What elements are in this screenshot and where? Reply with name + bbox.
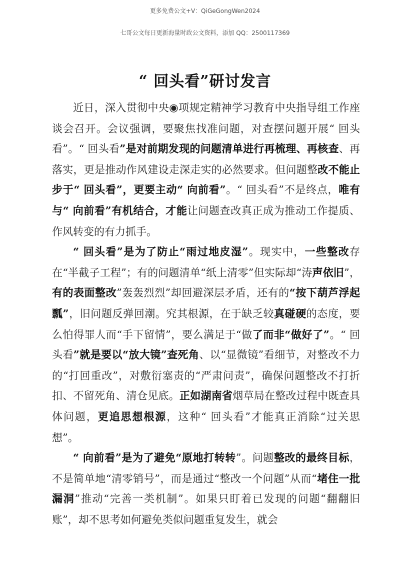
bold-text-run: 了而非“做好了” — [252, 328, 330, 341]
bold-text-run: 正如湖南省 — [179, 390, 233, 403]
text-run: ，这种“ 回头看”才能真正消除“过关思想”。 — [52, 410, 360, 444]
text-run: ”。问题 — [235, 452, 274, 465]
bold-text-run: 整改的最终目标 — [273, 452, 350, 465]
text-run: 近日，深入贯彻中央◉项规定精神学习教育中央指导组工作座谈会召开。会议强调，要聚焦找准问题，对查摆问题开展“ 回头看”。“ 回头看 — [52, 102, 360, 156]
bold-text-run: 真碰硬 — [274, 307, 307, 320]
bold-text-run: 更追思想根源 — [97, 410, 167, 423]
text-run: 的态度，要么怕得罪人而“手下留情”，要么满足于“做 — [52, 307, 361, 341]
text-run: 让问题查改真正成为推动工作提质、作风转变的有力抓手。 — [52, 204, 361, 238]
text-run: 。“ 回头看”不是终点， — [225, 184, 339, 197]
bold-text-run: “按下葫芦浮起瓢” — [52, 287, 360, 320]
text-run: ，不是简单地“清零销号”，而是通过“整改一个问题”从而“ — [52, 452, 360, 485]
bold-text-run: “ 向前看”是为了避免“原地打转转 — [73, 452, 236, 465]
bold-text-run: 有的表面整改 — [52, 287, 117, 300]
bold-text-run: 堵住一批漏洞 — [52, 472, 361, 506]
paragraph — [52, 242, 360, 448]
text-run: ”推动“完善一类机制”。如果只盯着已发现的问题“翻翻旧账”，却不思考如何避免类似问题重复发生，就会 — [52, 493, 360, 526]
bold-text-run: ”就是要以“放大镜”查死角 — [73, 349, 200, 362]
paragraph — [52, 98, 360, 242]
text-run: 存在“半截子工程”；有的问题清单“纸上清零”但实际却“涛 — [52, 246, 360, 279]
bold-text-run: ”是对前期发现的问题清单进行再梳理、再核查 — [119, 143, 339, 156]
bold-text-run: 改不能止步于“ 回头看”，更要主动“ 向前看” — [52, 163, 360, 197]
document-title: “ 回头看”研讨发言 — [138, 72, 272, 90]
text-run: 。“ 回头看 — [52, 328, 360, 362]
text-run: 。现实中， — [248, 246, 305, 259]
bold-text-run: 一些整改 — [304, 246, 350, 259]
header-line-2: 七哥公文每日更新海量时政公文资料，添加 QQ：2500117369 — [120, 30, 290, 37]
bold-text-run: “ 回头看”是为了防止“雨过地皮湿” — [73, 246, 249, 259]
text-run: ，旧问题反弹回潮。究其根源，在于缺乏较 — [68, 307, 275, 320]
bold-text-run: 声依旧 — [312, 266, 345, 279]
text-run: ”， — [344, 266, 360, 279]
document-body — [52, 98, 360, 530]
text-run: ”轰轰烈烈”却回避深层矛盾，还有的 — [116, 287, 290, 300]
paragraph — [52, 448, 360, 530]
header-line-1: 更多免费公文+V：QiGeGongWen2024 — [149, 8, 261, 15]
text-run: 、以“显微镜”看细节，对整改不力的“打回重改”，对敷衍塞责的“严肃问责”，确保问题整改不打折扣、不留死角、清仓见底。 — [52, 349, 361, 403]
text-run: 、再落实，更是推动作风建设走深走实的必然要求。但问题整 — [52, 143, 361, 176]
text-run: 烟草局在整改过程中既查具体问题， — [52, 390, 360, 423]
bold-text-run: 唯有与“ 向前看”有机结合，才能 — [52, 184, 361, 217]
